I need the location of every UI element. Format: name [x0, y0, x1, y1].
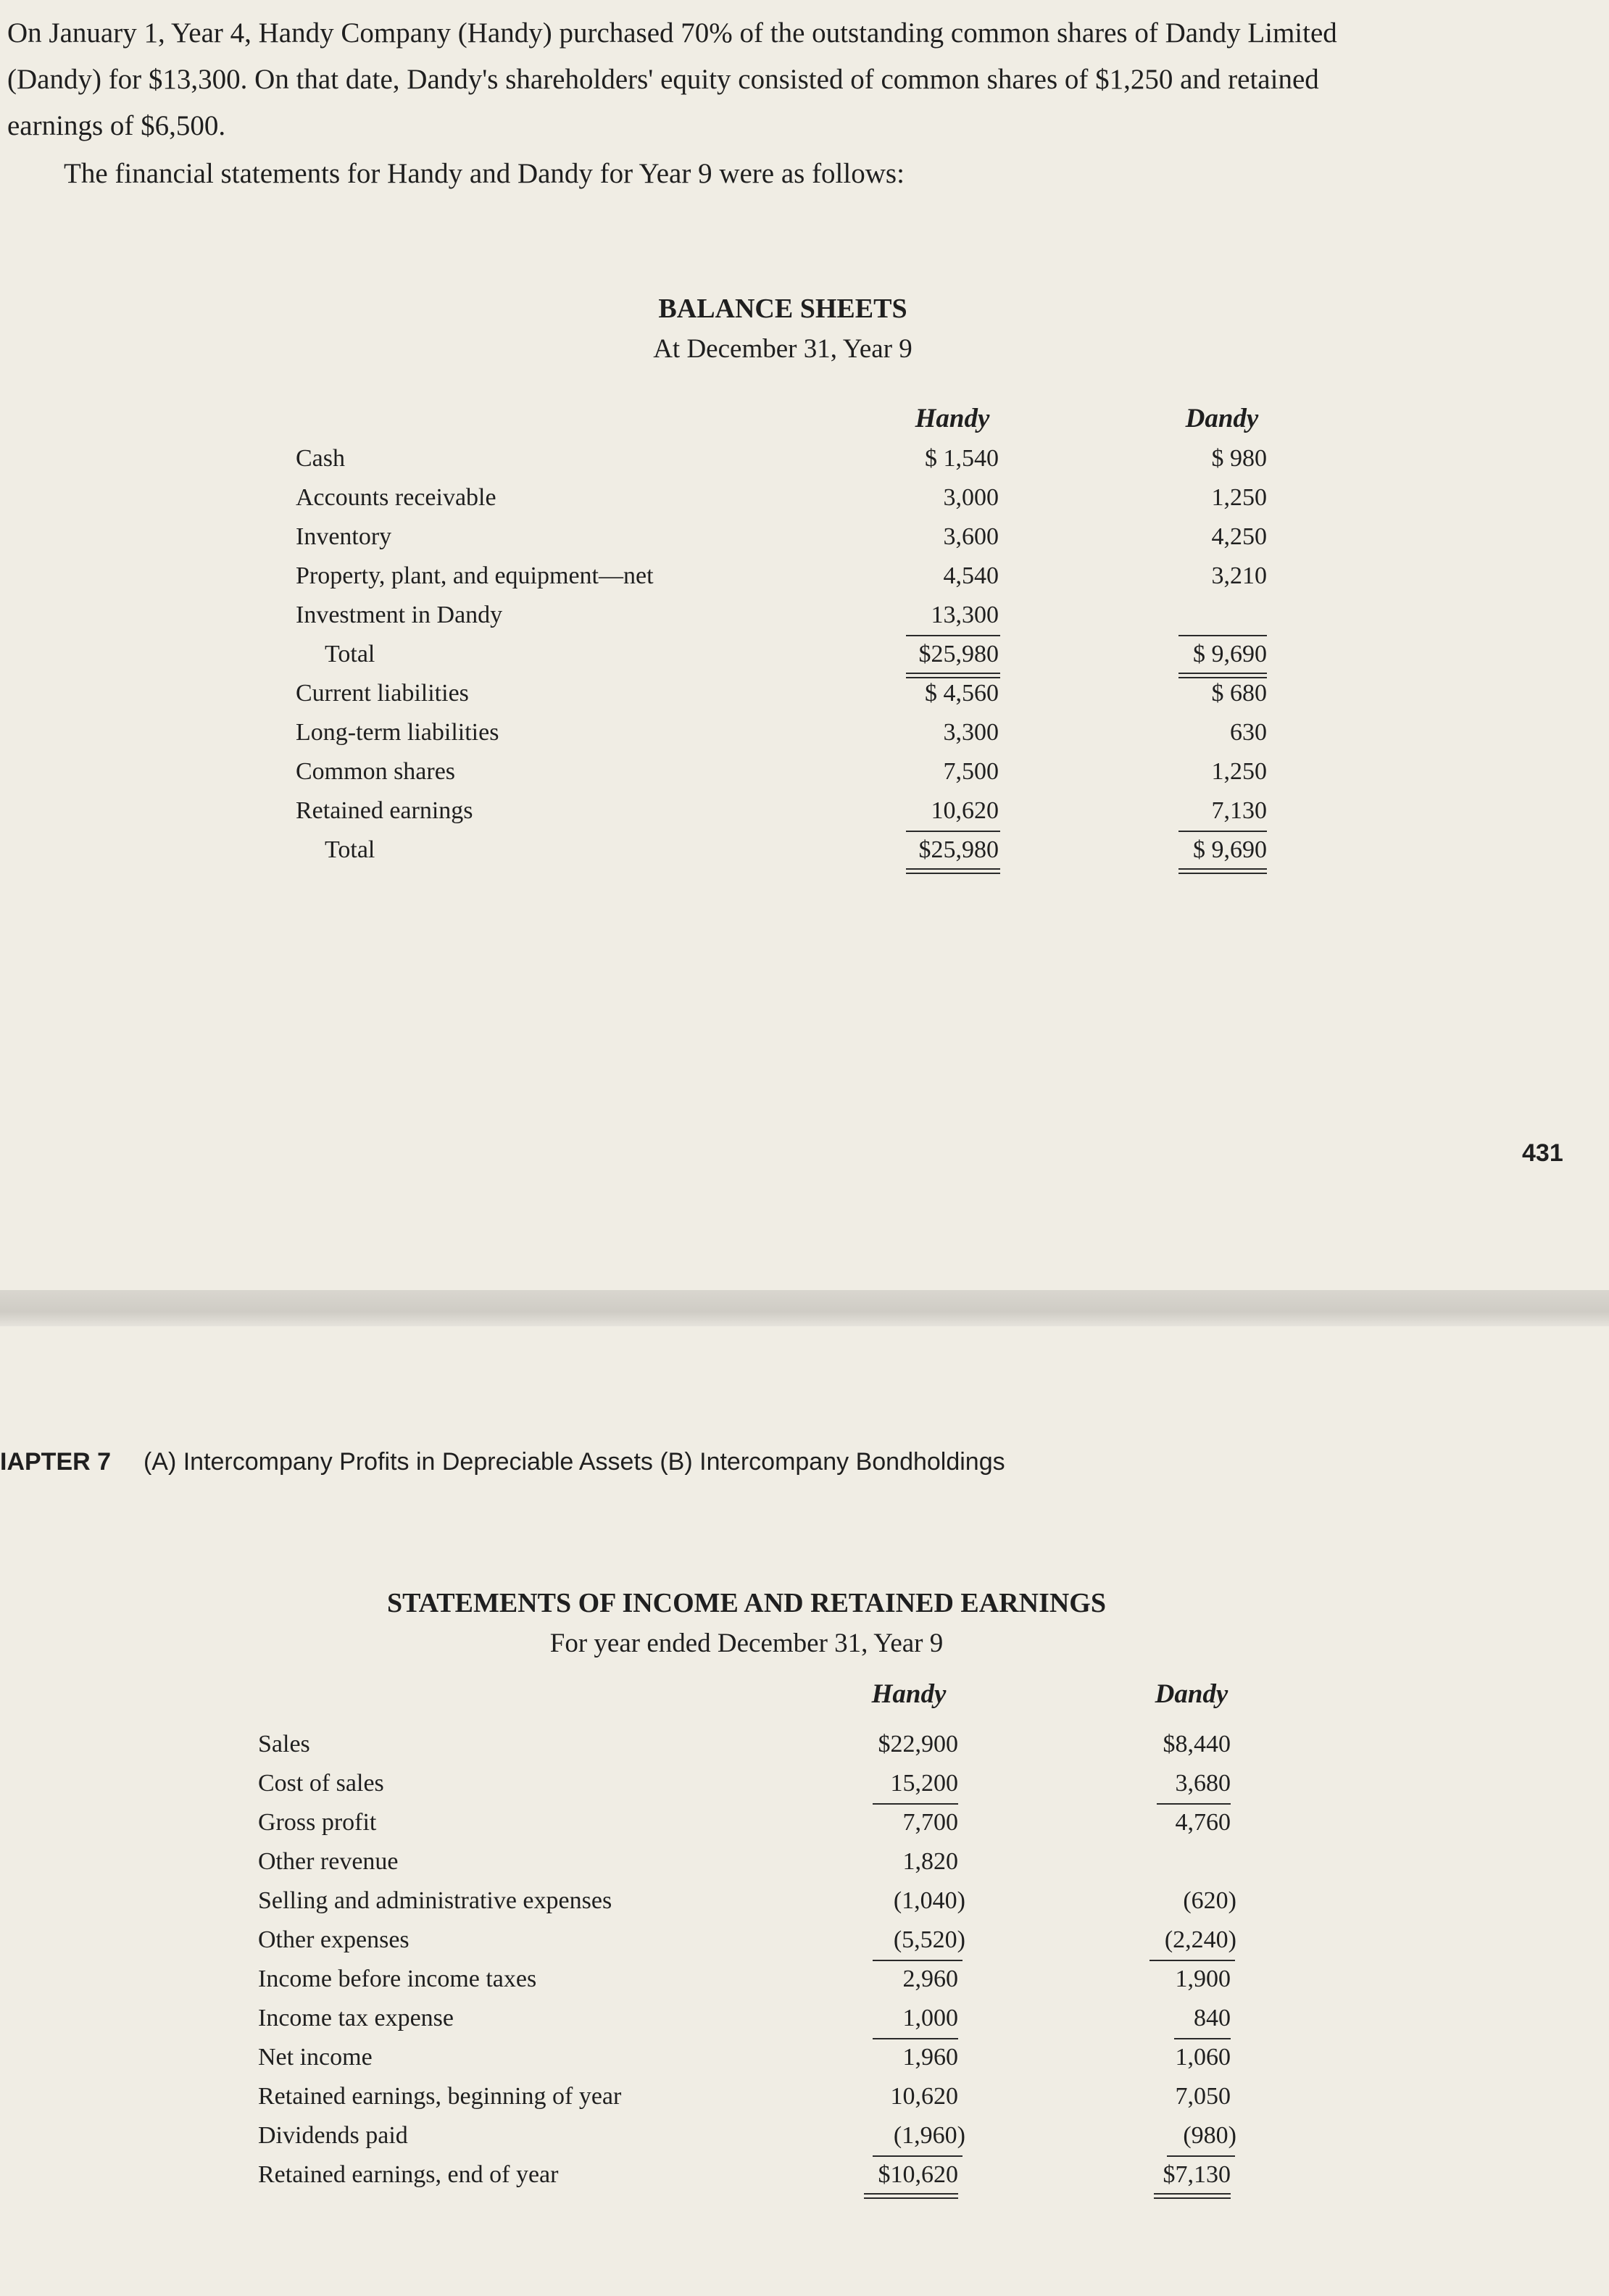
bs-handy-inventory: 3,600	[943, 523, 999, 550]
is-handy-rule-expenses	[873, 1960, 963, 1961]
is-label-re-beginning: Retained earnings, beginning of year	[258, 2083, 622, 2110]
page-divider	[0, 1290, 1609, 1326]
bs-dandy-total-liabilities-equity: $ 9,690	[1193, 836, 1267, 863]
is-dandy-re-beginning: 7,050	[1175, 2083, 1231, 2110]
is-handy-net-income: 1,960	[902, 2044, 958, 2071]
is-handy-re-end: $10,620	[878, 2161, 958, 2188]
is-handy-other-revenue: 1,820	[902, 1848, 958, 1875]
bs-dandy-ppe: 3,210	[1211, 562, 1267, 589]
is-handy-dividends: (1,960)	[893, 2122, 965, 2149]
bs-label-common-shares: Common shares	[296, 758, 456, 785]
bs-handy-rule-equity	[906, 831, 1000, 832]
is-dandy-gross-profit: 4,760	[1175, 1809, 1231, 1836]
chapter-title: (A) Intercompany Profits in Depreciable Assets (B) Intercompany Bondholdings	[143, 1448, 1005, 1476]
is-label-income-before-taxes: Income before income taxes	[258, 1966, 537, 1992]
bs-label-total-liabilities-equity: Total	[325, 836, 375, 863]
bs-handy-retained-earnings: 10,620	[931, 797, 999, 824]
bs-dandy-common-shares: 1,250	[1211, 758, 1267, 785]
balance-col-dandy: Dandy	[1185, 404, 1259, 433]
intro-line-2: (Dandy) for $13,300. On that date, Dandy's shareholders' equity consisted of common shares of $1,250 and retained	[7, 64, 1319, 95]
is-dandy-rule-dividends	[1167, 2155, 1235, 2157]
is-label-gross-profit: Gross profit	[258, 1809, 377, 1836]
balance-col-handy: Handy	[915, 404, 990, 433]
bs-handy-investment: 13,300	[931, 602, 999, 628]
intro-line-3: earnings of $6,500.	[7, 110, 226, 141]
is-dandy-double-rule-end	[1154, 2193, 1231, 2199]
bs-handy-long-term-liabilities: 3,300	[943, 719, 999, 746]
is-dandy-re-end: $7,130	[1163, 2161, 1231, 2188]
is-label-selling-admin: Selling and administrative expenses	[258, 1887, 612, 1914]
bs-handy-ar: 3,000	[943, 484, 999, 511]
bs-label-ppe: Property, plant, and equipment—net	[296, 562, 654, 589]
bs-label-investment: Investment in Dandy	[296, 602, 503, 628]
intro-line-4: The financial statements for Handy and Dandy for Year 9 were as follows:	[64, 158, 905, 189]
is-dandy-income-before-taxes: 1,900	[1175, 1966, 1231, 1992]
bs-label-inventory: Inventory	[296, 523, 392, 550]
income-col-dandy: Dandy	[1155, 1679, 1228, 1709]
intro-line-1: On January 1, Year 4, Handy Company (Handy) purchased 70% of the outstanding common shares of Dandy Limited	[7, 17, 1337, 49]
bs-handy-ppe: 4,540	[943, 562, 999, 589]
bs-dandy-double-rule-assets	[1178, 673, 1267, 678]
chapter-label: IAPTER 7	[0, 1448, 112, 1476]
bs-label-cash: Cash	[296, 445, 345, 472]
is-dandy-net-income: 1,060	[1175, 2044, 1231, 2071]
income-statement-title: STATEMENTS OF INCOME AND RETAINED EARNINGS	[386, 1588, 1106, 1618]
bs-handy-double-rule-equity	[906, 868, 1000, 874]
is-dandy-selling-admin: (620)	[1183, 1887, 1236, 1914]
bs-handy-total-liabilities-equity: $25,980	[918, 836, 999, 863]
income-col-handy: Handy	[871, 1679, 947, 1709]
bs-label-ar: Accounts receivable	[296, 484, 496, 511]
is-handy-selling-admin: (1,040)	[893, 1887, 965, 1914]
bs-dandy-rule-assets	[1178, 635, 1267, 636]
bs-label-current-liabilities: Current liabilities	[296, 680, 469, 707]
bs-dandy-ar: 1,250	[1211, 484, 1267, 511]
bs-dandy-double-rule-equity	[1178, 868, 1267, 874]
is-label-other-expenses: Other expenses	[258, 1926, 409, 1953]
is-dandy-other-expenses: (2,240)	[1164, 1926, 1236, 1953]
is-handy-cost-of-sales: 15,200	[890, 1770, 958, 1797]
bs-handy-rule-assets	[906, 635, 1000, 636]
is-handy-sales: $22,900	[878, 1731, 958, 1758]
bs-label-total-assets: Total	[325, 641, 375, 667]
bs-handy-common-shares: 7,500	[943, 758, 999, 785]
is-label-re-end: Retained earnings, end of year	[258, 2161, 559, 2188]
is-label-other-revenue: Other revenue	[258, 1848, 399, 1875]
bs-handy-cash: $ 1,540	[925, 445, 999, 472]
bs-handy-double-rule-assets	[906, 673, 1000, 678]
is-handy-double-rule-end	[864, 2193, 958, 2199]
is-dandy-cost-of-sales: 3,680	[1175, 1770, 1231, 1797]
bs-dandy-current-liabilities: $ 680	[1211, 680, 1267, 707]
bs-dandy-rule-equity	[1178, 831, 1267, 832]
is-dandy-income-tax: 840	[1194, 2005, 1231, 2031]
page-number: 431	[1522, 1139, 1563, 1167]
bs-dandy-inventory: 4,250	[1211, 523, 1267, 550]
is-dandy-rule-expenses	[1149, 1960, 1235, 1961]
is-dandy-dividends: (980)	[1183, 2122, 1236, 2149]
income-statement-subtitle: For year ended December 31, Year 9	[549, 1629, 944, 1658]
is-label-cost-of-sales: Cost of sales	[258, 1770, 384, 1797]
is-dandy-sales: $8,440	[1163, 1731, 1231, 1758]
is-handy-income-before-taxes: 2,960	[902, 1966, 958, 1992]
balance-sheet-subtitle: At December 31, Year 9	[653, 334, 912, 364]
is-handy-gross-profit: 7,700	[902, 1809, 958, 1836]
is-handy-rule-tax	[873, 2038, 958, 2039]
is-dandy-rule-cos	[1157, 1803, 1231, 1805]
is-label-sales: Sales	[258, 1731, 310, 1758]
is-handy-rule-cos	[873, 1803, 958, 1805]
bs-dandy-retained-earnings: 7,130	[1211, 797, 1267, 824]
bs-label-long-term-liabilities: Long-term liabilities	[296, 719, 499, 746]
is-handy-rule-dividends	[873, 2155, 963, 2157]
is-dandy-rule-tax	[1174, 2038, 1231, 2039]
chapter-header	[0, 1448, 1005, 1476]
is-handy-re-beginning: 10,620	[890, 2083, 958, 2110]
is-handy-income-tax: 1,000	[902, 2005, 958, 2031]
is-label-income-tax: Income tax expense	[258, 2005, 454, 2031]
is-label-net-income: Net income	[258, 2044, 373, 2071]
bs-dandy-long-term-liabilities: 630	[1230, 719, 1267, 746]
bs-label-retained-earnings: Retained earnings	[296, 797, 473, 824]
bs-dandy-total-assets: $ 9,690	[1193, 641, 1267, 667]
bs-handy-total-assets: $25,980	[918, 641, 999, 667]
is-handy-other-expenses: (5,520)	[893, 1926, 965, 1953]
bs-dandy-cash: $ 980	[1211, 445, 1267, 472]
bs-handy-current-liabilities: $ 4,560	[925, 680, 999, 707]
balance-sheet-title: BALANCE SHEETS	[658, 294, 907, 324]
is-label-dividends: Dividends paid	[258, 2122, 408, 2149]
